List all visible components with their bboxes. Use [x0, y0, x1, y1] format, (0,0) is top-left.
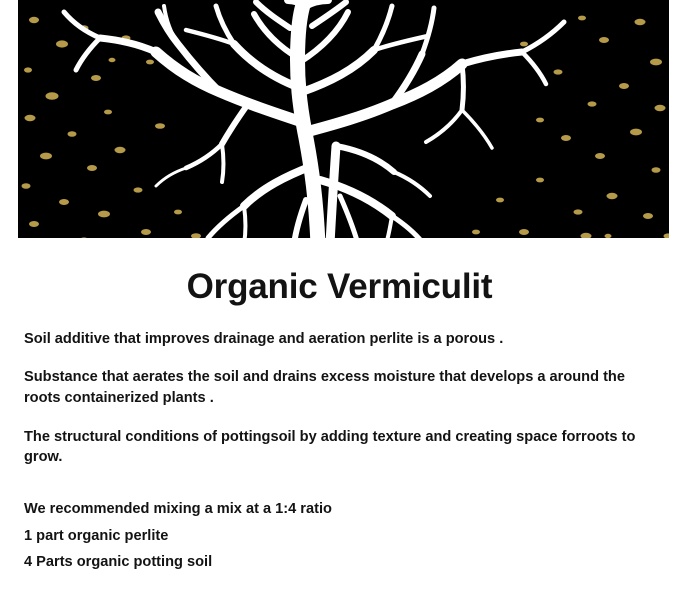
description-paragraph-3: The structural conditions of pottingsoil by adding texture and creating space forroots to grow.	[24, 428, 636, 466]
mixing-ratio-block	[24, 498, 655, 574]
description-paragraph-2: Substance that aerates the soil and drains excess moisture that develops a around the roots containerized plants .	[24, 369, 625, 406]
description-paragraph-1: Soil additive that improves drainage and aeration perlite is a porous .	[24, 330, 504, 347]
hero-bottom-margin	[0, 238, 679, 244]
roots-graphic	[0, 0, 679, 244]
mixing-ratio-heading: We recommended mixing a mix at a 1:4 ratio	[24, 501, 332, 518]
hero-left-margin	[0, 0, 18, 244]
hero-image	[0, 0, 679, 244]
mixing-ratio-line-1: 1 part organic perlite	[24, 527, 169, 544]
mixing-ratio-line-2: 4 Parts organic potting soil	[24, 554, 213, 571]
label-text-content	[0, 268, 679, 574]
product-title: Organic Vermiculit	[186, 267, 493, 306]
hero-right-margin	[669, 0, 679, 244]
